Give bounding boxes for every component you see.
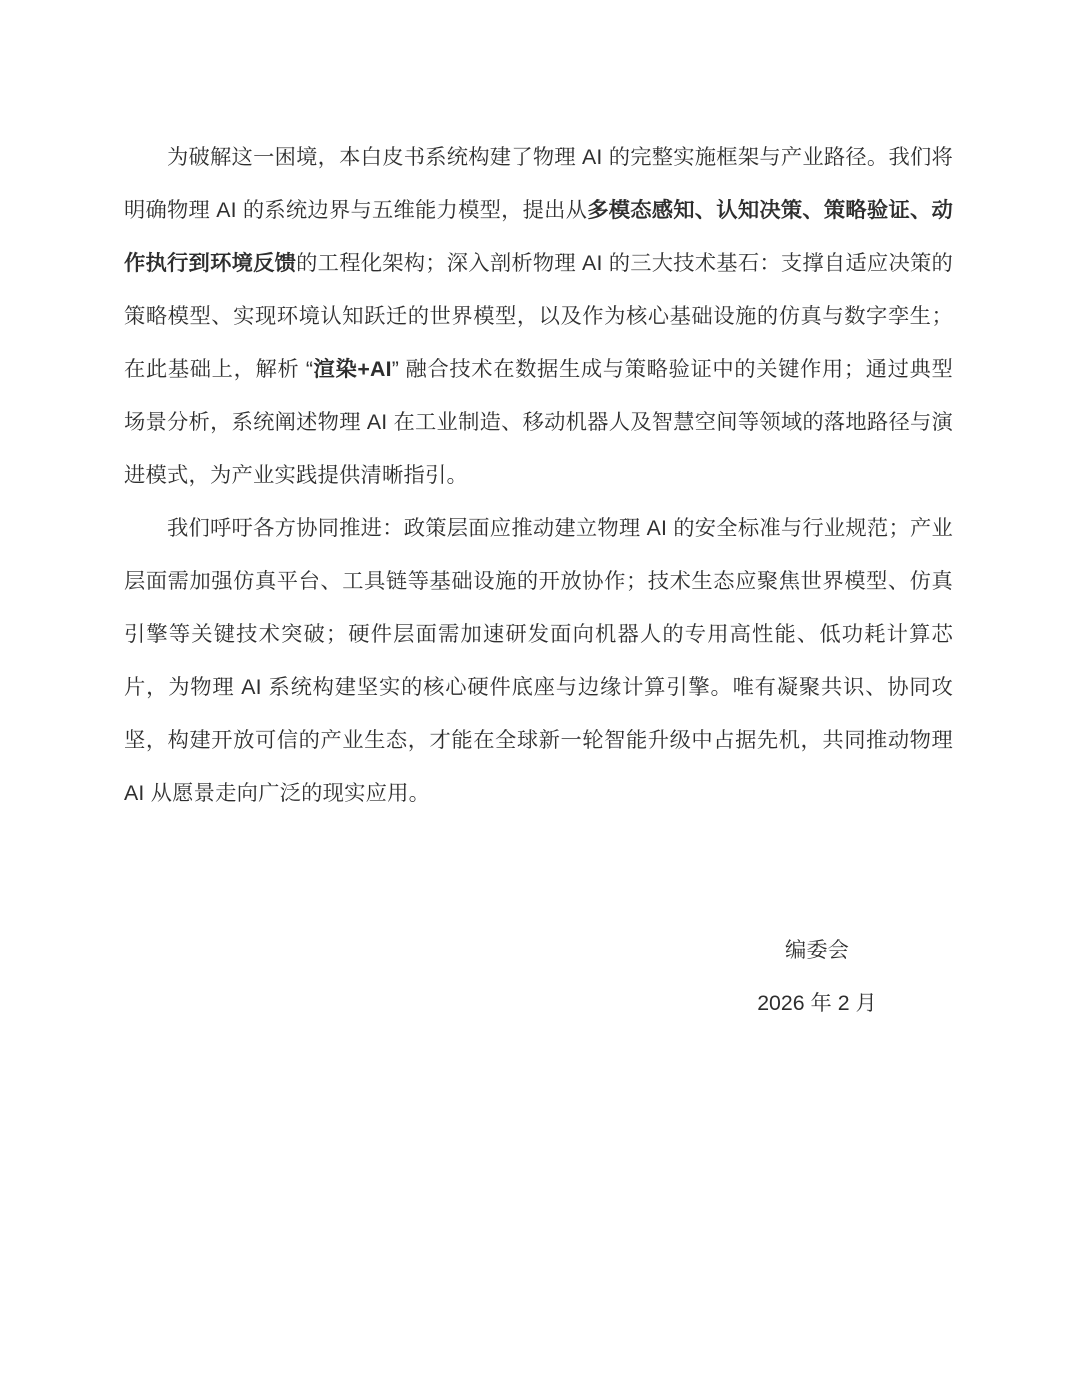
- signature-date: 2026 年 2 月: [757, 991, 877, 1015]
- closing-paragraph-1: [124, 131, 953, 502]
- signature-block: [681, 924, 953, 1030]
- signature-name: 编委会: [785, 938, 849, 962]
- bold-text-run: 渲染+AI: [313, 357, 392, 381]
- text-run: ” 融合技术在数据生成与策略验证中的关键作用；通过典型场景分析，系统阐述物理 AI 在工业制造、移动机器人及智慧空间等领域的落地路径与演进模式，为产业实践提供清晰指引。: [124, 357, 953, 487]
- bold-text-run: 多模态感知、认知决策、策略验证、动作执行到环境反馈: [124, 198, 953, 275]
- text-run: 的工程化架构；深入剖析物理 AI 的三大技术基石：支撑自适应决策的策略模型、实现环境认知跃迁的世界模型，以及作为核心基础设施的仿真与数字孪生；在此基础上，解析 “: [124, 251, 953, 381]
- text-run: 我们呼吁各方协同推进：政策层面应推动建立物理 AI 的安全标准与行业规范；产业层面需加强仿真平台、工具链等基础设施的开放协作；技术生态应聚焦世界模型、仿真引擎等关键技术突破；硬件层面需加速研发面向机器人的专用高性能、低功耗计算芯片，为物理 AI 系统构建坚实的核心硬件底座与边缘计算引擎。唯有凝聚共识、协同攻坚，构建开放可信的产业生态，才能在全球新一轮智能升级中占据先机，共同推动物理 AI 从愿景走向广泛的现实应用。: [124, 516, 953, 805]
- text-run: 为破解这一困境，本白皮书系统构建了物理 AI 的完整实施框架与产业路径。我们将明确物理 AI 的系统边界与五维能力模型，提出从: [124, 145, 953, 222]
- closing-paragraph-2: [124, 502, 953, 820]
